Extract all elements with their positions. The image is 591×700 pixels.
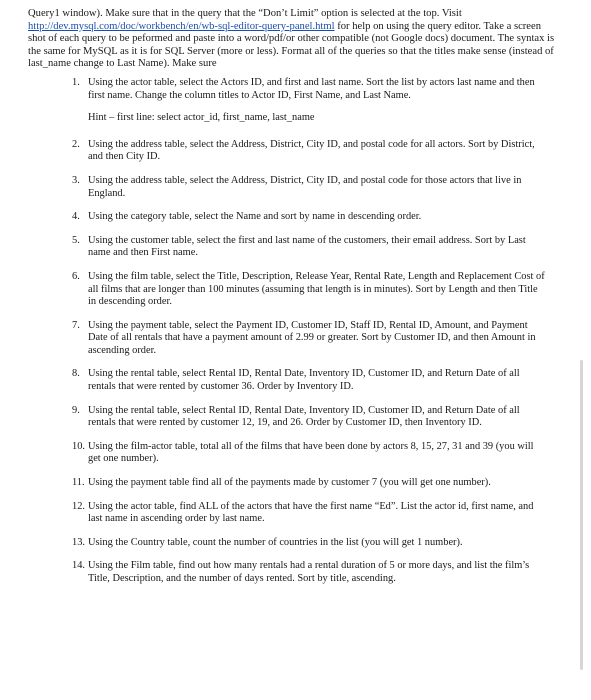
task-item-14 (28, 560, 546, 585)
hint-line: Hint – first line: select actor_id, first_name, last_name (88, 112, 315, 124)
task-number: 9. (72, 404, 80, 416)
task-number: 3. (72, 174, 80, 186)
task-list-continued (28, 139, 561, 586)
task-item-13 (28, 537, 546, 550)
scrollbar-thumb[interactable] (580, 360, 583, 670)
task-number: 14. (72, 560, 85, 572)
task-text: Using the actor table, select the Actors ID, and first and last name. Sort the list by actors last name and then first name. Change the column titles to Actor ID, First Name, and Last Name. (88, 76, 535, 101)
task-number: 12. (72, 500, 85, 512)
task-number: 13. (72, 536, 85, 548)
task-item-7 (28, 320, 546, 358)
task-number: 7. (72, 319, 80, 331)
task-text: Using the payment table, select the Payment ID, Customer ID, Staff ID, Rental ID, Amount, and Payment Date of all rentals that have a payment amount of 2.99 or greater. Sort by Customer ID, and then Amount in ascending order. (88, 319, 536, 356)
intro-text-after-link: for help on using the query editor. Take a screen shot of each query to be peformed and paste into a word/pdf/or other compatible (not Google docs) document. The syntax is the same for MySQL as it is for SQL Server (more or less). Format all of the queries so that the titles make sense (instead of last_name change to Last Name). Make sure (28, 20, 555, 70)
task-item-3 (28, 175, 546, 200)
task-text: Using the customer table, select the first and last name of the customers, their email address. Sort by Last name and then First name. (88, 234, 526, 259)
task-item-9 (28, 405, 546, 430)
task-item-2 (28, 139, 546, 164)
task-text: Using the Country table, count the number of countries in the list (you will get 1 number). (88, 536, 463, 548)
task-number: 5. (72, 234, 80, 246)
task-text: Using the film-actor table, total all of the films that have been done by actors 8, 15, 27, 31 and 39 (you will get one number). (88, 440, 534, 465)
task-number: 11. (72, 477, 85, 489)
intro-text-before-link: Query1 window). Make sure that in the query that the “Don’t Limit” option is selected at the top. Visit (28, 8, 462, 19)
task-text: Using the address table, select the Address, District, City ID, and postal code for those actors that live in England. (88, 174, 522, 199)
task-text: Using the actor table, find ALL of the actors that have the first name “Ed”. List the actor id, first name, and last name in ascending order by last name. (88, 500, 534, 525)
task-number: 4. (72, 211, 80, 223)
task-number: 8. (72, 368, 80, 380)
task-number: 1. (72, 76, 80, 88)
task-text: Using the rental table, select Rental ID, Rental Date, Inventory ID, Customer ID, and Return Date of all rentals that were rented by customer 12, 19, and 26. Order by Customer ID, then Inventory ID. (88, 404, 520, 429)
task-number: 6. (72, 270, 80, 282)
task-item-4 (28, 211, 546, 224)
task-text: Using the film table, select the Title, Description, Release Year, Rental Rate, Length and Replacement Cost of all films that are longer than 100 minutes (assuming that length is in minutes). Sort by Length and then Title in descending order. (88, 270, 545, 308)
task-item-11 (28, 477, 546, 490)
task-item-10 (28, 441, 546, 466)
task-item-1 (28, 77, 546, 102)
task-item-12 (28, 501, 546, 526)
task-item-5 (28, 235, 546, 260)
task-text: Using the payment table find all of the payments made by customer 7 (you will get one number). (88, 477, 491, 489)
task-number: 2. (72, 138, 80, 150)
task-list (28, 77, 561, 102)
task-text: Using the rental table, select Rental ID, Rental Date, Inventory ID, Customer ID, and Return Date of all rentals that were rented by customer 36. Order by Inventory ID. (88, 368, 520, 393)
task-text: Using the address table, select the Address, District, City ID, and postal code for all actors. Sort by District, and then City ID. (88, 138, 535, 163)
intro-paragraph (28, 8, 558, 71)
task-text: Using the category table, select the Name and sort by name in descending order. (88, 211, 422, 223)
mysql-docs-link[interactable]: http://dev.mysql.com/doc/workbench/en/wb-sql-editor-query-panel.html (28, 20, 335, 32)
task-item-6 (28, 271, 546, 309)
task-item-8 (28, 368, 546, 393)
task-number: 10. (72, 440, 85, 452)
task-text: Using the Film table, find out how many rentals had a rental duration of 5 or more days, and list the film’s Title, Description, and the number of days rented. Sort by title, ascending. (88, 560, 530, 584)
